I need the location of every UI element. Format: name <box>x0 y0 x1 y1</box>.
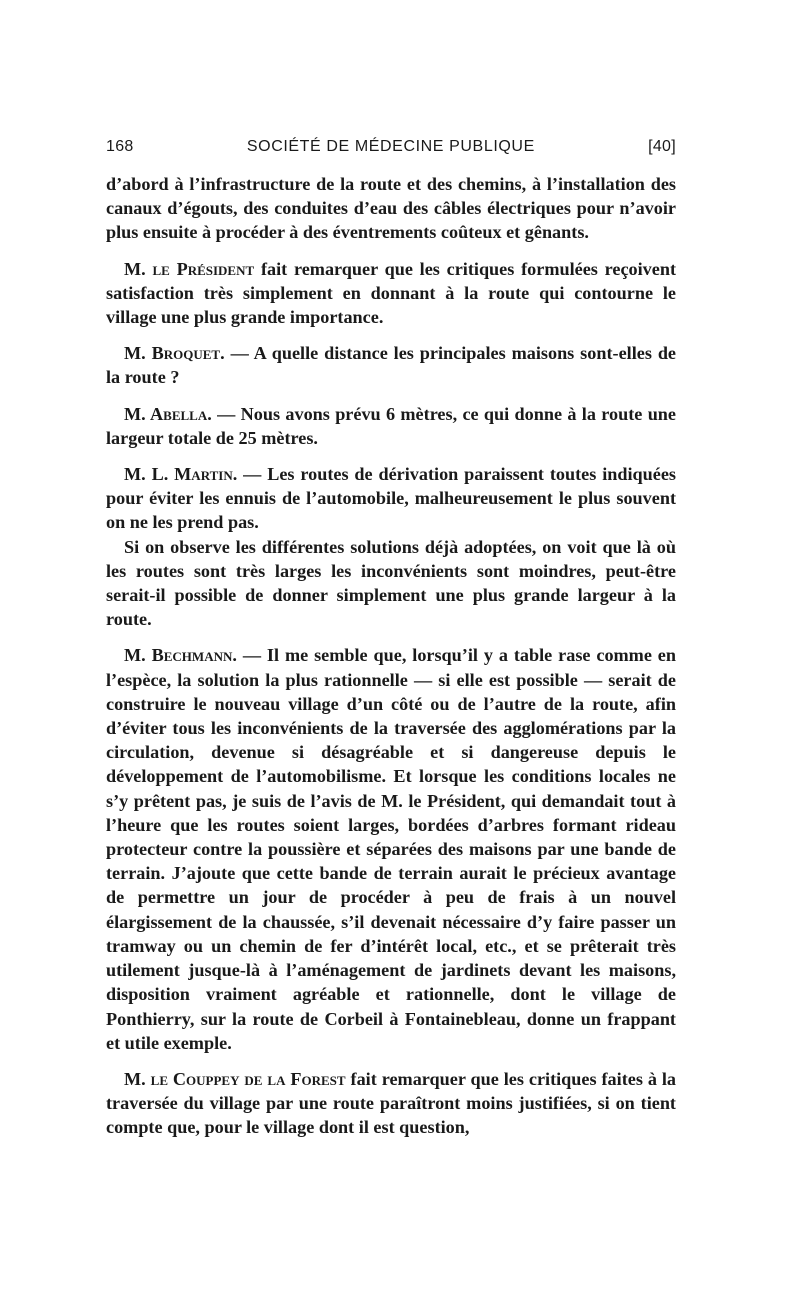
paragraph-text: — Les routes de dérivation paraissent toutes indiquées pour éviter les ennuis de l’automobile, malheureusement le plus souvent on ne les prend pas. <box>106 464 676 533</box>
body-text <box>106 172 676 1140</box>
paragraph-4 <box>106 402 676 450</box>
running-header <box>106 138 676 166</box>
page-number: 168 <box>106 138 134 155</box>
paragraph-5 <box>106 462 676 535</box>
paragraph-2 <box>106 257 676 330</box>
paragraph-text: — Il me semble que, lorsqu’il y a table rase comme en l’espèce, la solution la plus rationnelle — si elle est possible — serait de construire le nouveau village d’un côté ou de l’autre de la route, afin d’éviter tous les inconvénients de la traversée des agglomérations par la circulation, devenue si désagréable et si dangereuse depuis le développement de l’automobilisme. Et lorsque les conditions locales ne s’y prêtent pas, je suis de l’avis de M. le Président, qui demandait tout à l’heure que les routes soient larges, bordées d’arbres formant rideau protecteur contre la poussière et séparées des maisons par une bande de terrain. J’ajoute que cette bande de terrain aurait le précieux avantage de permettre un jour de procéder à peu de frais à un nouvel élargissement de la chaussée, s’il devenait nécessaire d’y faire passer un tramway ou un chemin de fer d’intérêt local, etc., et se prêterait très utilement jusque-là à l’aménagement de jardinets devant les maisons, disposition vraiment agréable et rationnelle, dont le village de Ponthierry, sur la route de Corbeil à Fontainebleau, donne un frappant et utile exemple. <box>106 645 676 1053</box>
document-page <box>106 138 676 1140</box>
speaker-name: M. L. Martin. <box>124 464 238 485</box>
speaker-name: M. Broquet. <box>124 343 225 364</box>
paragraph-3 <box>106 341 676 389</box>
paragraph-text: fait remarquer que les critiques faites à la traversée du village par une route paraîtront moins justifiées, si on tient compte que, pour le village dont il est question, <box>106 1068 676 1138</box>
speaker-name: M. Abella. <box>124 403 212 424</box>
paragraph-text: — A quelle distance les principales maisons sont-elles de la route ? <box>106 343 677 388</box>
paragraph-text: Si on observe les différentes solutions déjà adoptées, on voit que là où les routes sont très larges les inconvénients sont moindres, peut-être serait-il possible de donner simplement une plus grande largeur à la route. <box>106 536 676 630</box>
paragraph-8 <box>106 1067 676 1140</box>
bracket-number: [40] <box>648 138 676 155</box>
running-title: SOCIÉTÉ DE MÉDECINE PUBLIQUE <box>246 138 535 155</box>
paragraph-7 <box>106 643 676 1054</box>
paragraph-text: — Nous avons prévu 6 mètres, ce qui donne à la route une largeur totale de 25 mètres. <box>106 403 676 448</box>
paragraph-6 <box>106 535 676 632</box>
speaker-name: M. le Couppey de la Forest <box>124 1068 346 1089</box>
paragraph-text: d’abord à l’infrastructure de la route et des chemins, à l’installation des canaux d’égouts, des conduites d’eau des câbles électriques pour n’avoir plus ensuite à procéder à des éventrements coûteux et gênants. <box>106 174 676 243</box>
speaker-name: M. le Président <box>124 258 255 279</box>
speaker-name: M. Bechmann. <box>124 645 237 666</box>
paragraph-1 <box>106 172 676 245</box>
paragraph-text: fait remarquer que les critiques formulées reçoivent satisfaction très simplement en donnant à la route qui contourne le village une plus grande importance. <box>106 258 676 328</box>
